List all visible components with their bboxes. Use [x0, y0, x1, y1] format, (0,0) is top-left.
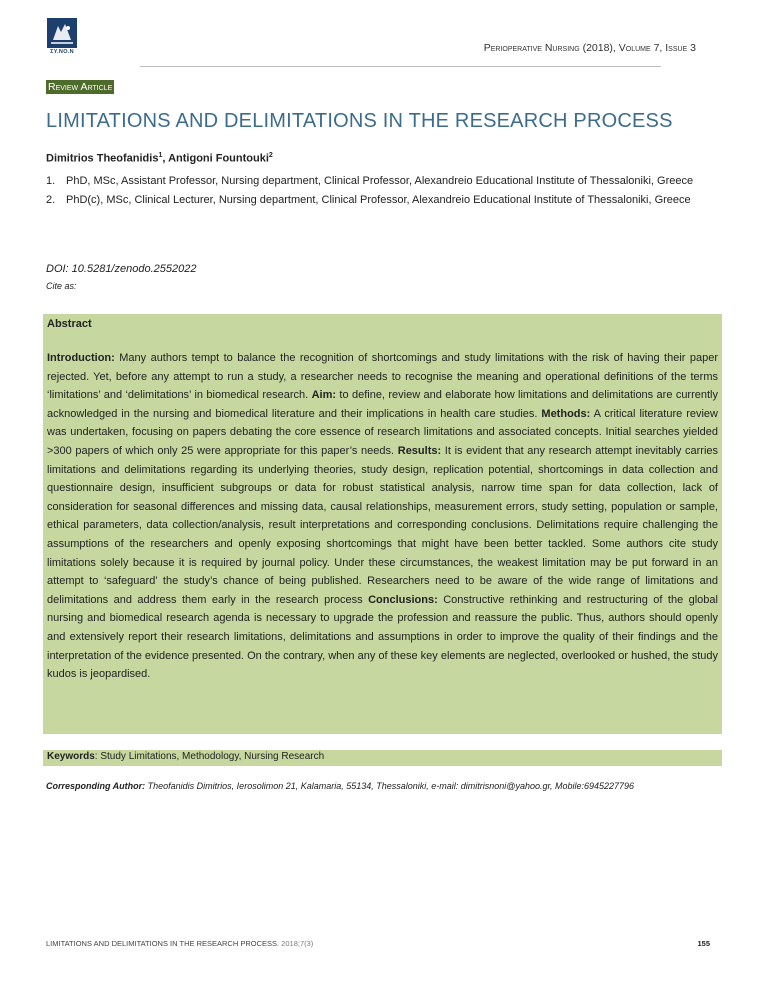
results-text: It is evident that any research attempt inevitably carries limitations and delimitations regarding its underlying theories, study design, replication potential, shortcomings in data collection and questionnaire design, insufficient subgroups or data for robust statistical analysis, narrow time span for data collection, lack of consideration for seasonal differences and missing data, causal relationships, measurement errors, study setting, population or sample, ethical parameters, data collection/analysis, result interpretations and corresponding conclusions. Delimitations require challenging the assumptions of the researchers and openly exposing shortcomings that might have been better tackled. Some authors cite study limitations solely because it is required by journal policy. Under these circumstances, the weakest limitation may be put forward in an attempt to ‘safeguard’ the study’s chance of being published. Researchers need to be aware of the wide range of limitations and delimitations and address them early in the research process: [47, 444, 719, 606]
page-footer: [46, 939, 313, 948]
aim-text: to define, review and elaborate how limitations and delimitations are currently acknowledged in the nursing and biomedical literature and their implications in health care studies.: [47, 389, 718, 420]
affiliation-list: [46, 172, 722, 210]
author-superscript: 2: [268, 152, 273, 159]
methods-label: Methods:: [541, 407, 591, 420]
methods-text: A critical literature review was undertaken, focusing on papers debating the core essence of research limitations and associated concepts. Initial searches yielded >300 papers of which only 25 were appropriate for this paper’s needs.: [47, 407, 718, 457]
journal-logo: [47, 18, 77, 58]
affiliation-item: [46, 191, 722, 210]
corresponding-label: Corresponding Author:: [46, 781, 146, 791]
cite-as: Cite as:: [46, 281, 77, 291]
author-list: [46, 152, 273, 165]
doi: DOI: 10.5281/zenodo.2552022: [46, 263, 197, 275]
footer-year: 2018;7(3): [279, 939, 314, 948]
introduction-label: Introduction:: [47, 352, 115, 364]
introduction-text: Many authors tempt to balance the recognition of shortcomings and study limitations with the risk of having their paper rejected. Yet, before any attempt to run a study, a researcher needs to recognise the meaning and operational definitions of the terms ‘limitations’ and ‘delimitations’ in biomedical research.: [47, 352, 718, 402]
abstract-heading: Abstract: [47, 318, 92, 330]
results-label: Results:: [397, 444, 442, 457]
corresponding-author: [46, 779, 722, 794]
corresponding-text: Theofanidis Dimitrios, Ierosolimon 21, Kalamaria, 55134, Thessaloniki, e-mail: dimitrisnoni@yahoo.gr, Mobile:6945227796: [145, 781, 635, 791]
conclusions-label: Conclusions:: [368, 593, 438, 606]
keywords-box: [43, 750, 722, 766]
author-superscript: 1: [158, 152, 163, 159]
author-separator: ,: [162, 152, 169, 165]
aim-label: Aim:: [311, 389, 337, 402]
header-divider: [140, 66, 661, 67]
author-name: Dimitrios Theofanidis: [46, 152, 159, 165]
page-number: 155: [697, 939, 710, 948]
article-type-badge: Review Article: [48, 81, 113, 93]
footer-title: LIMITATIONS AND DELIMITATIONS IN THE RESEARCH PROCESS.: [46, 939, 280, 948]
affiliation-number: 1.: [46, 175, 56, 187]
conclusions-text: Constructive rethinking and restructuring of the global nursing and biomedical research agenda is necessary to upgrade the profession and reassure the public. Thus, authors should openly and extensively report their research limitations, delimitations and assumptions in order to improve the quality of their findings and the interpretation of the evidence presented. On the contrary, when any of these key elements are neglected, overlooked or hushed, the study kudos is jeopardised.: [47, 593, 718, 681]
logo-emblem-icon: [47, 18, 77, 48]
author-name: Antigoni Fountouki: [168, 152, 269, 165]
affiliation-number: 2.: [46, 194, 56, 206]
affiliation-item: [46, 172, 722, 191]
affiliation-text: PhD, MSc, Assistant Professor, Nursing department, Clinical Professor, Alexandreio Educational Institute of Thessaloniki, Greece: [66, 175, 694, 187]
logo-text: ΣΥ.ΝΟ.Ν: [50, 49, 74, 55]
abstract-box: [43, 314, 722, 734]
article-title: LIMITATIONS AND DELIMITATIONS IN THE RESEARCH PROCESS: [46, 110, 673, 132]
journal-header: Perioperative Nursing (2018), Volume 7, Issue 3: [483, 42, 696, 54]
keywords-label: Keywords: [47, 751, 95, 762]
abstract-body: [47, 349, 718, 684]
affiliation-text: PhD(c), MSc, Clinical Lecturer, Nursing department, Clinical Professor, Alexandreio Educational Institute of Thessaloniki, Greece: [66, 194, 691, 206]
keywords-text: : Study Limitations, Methodology, Nursing Research: [94, 751, 325, 762]
